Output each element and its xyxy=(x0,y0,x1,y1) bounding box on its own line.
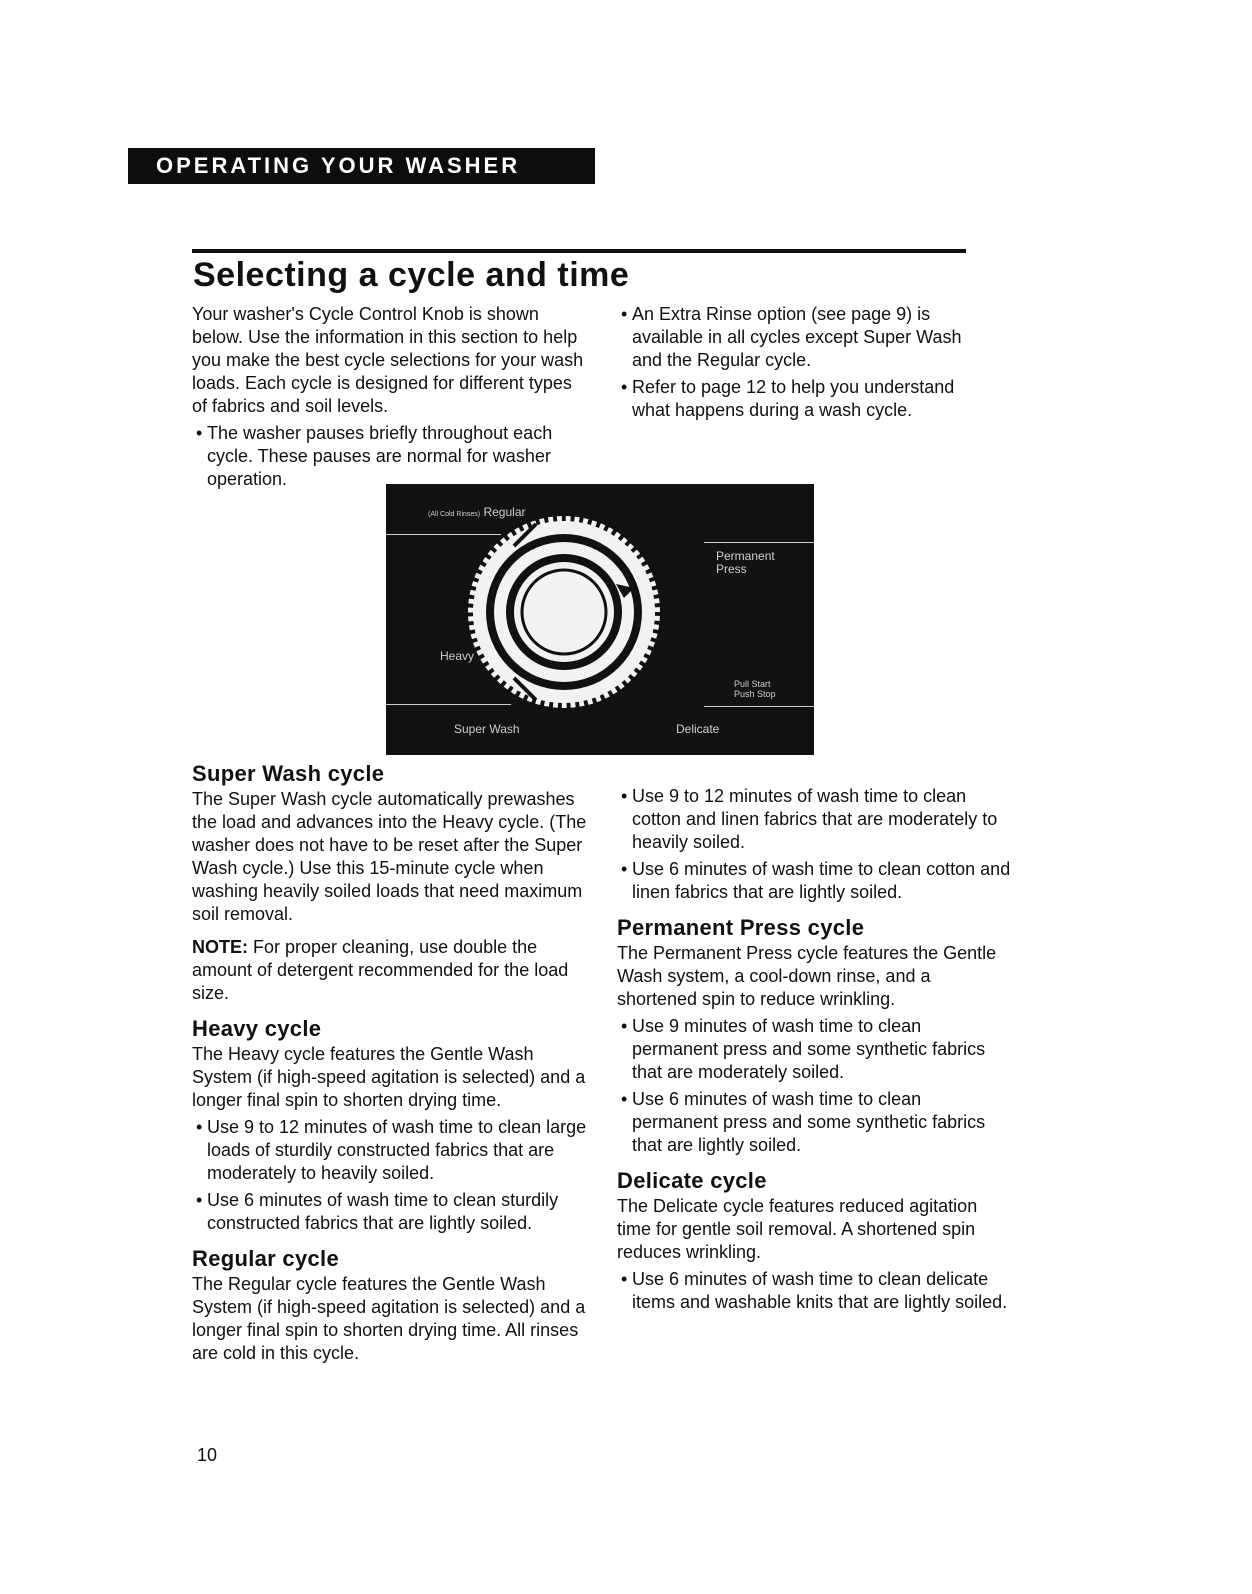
section-header-tab: OPERATING YOUR WASHER xyxy=(128,148,595,184)
intro-left-column xyxy=(192,303,584,491)
delicate-label: Delicate xyxy=(676,722,720,736)
permanent-press-paragraph: The Permanent Press cycle features the Gentle Wash system, a cool-down rinse, and a shortened spin to reduce wrinkling. xyxy=(617,943,997,1009)
permanent-press-bullet: • Use 6 minutes of wash time to clean permanent press and some synthetic fabrics that are lightly soiled. xyxy=(617,1088,1012,1157)
left-column xyxy=(192,760,592,1365)
page-title: Selecting a cycle and time xyxy=(193,256,630,294)
regular-paragraph: The Regular cycle features the Gentle Wash System (if high-speed agitation is selected) and a longer final spin to shorten drying time. All rinses are cold in this cycle. xyxy=(192,1274,586,1363)
intro-paragraph: Your washer's Cycle Control Knob is shown below. Use the information in this section to help you make the best cycle selections for your wash loads. Each cycle is designed for different types of fabrics and soil levels. xyxy=(192,304,584,416)
heavy-bullet: • Use 6 minutes of wash time to clean sturdily constructed fabrics that are lightly soiled. xyxy=(192,1189,592,1235)
regular-bullet: • Use 9 to 12 minutes of wash time to clean cotton and linen fabrics that are moderately to heavily soiled. xyxy=(617,785,1012,854)
title-rule xyxy=(192,249,966,253)
pull-start-label: Pull Start xyxy=(734,679,771,689)
page-number: 10 xyxy=(197,1445,218,1465)
permanent-press-label: Permanent Press xyxy=(716,549,775,576)
intro-bullet: • Refer to page 12 to help you understand what happens during a wash cycle. xyxy=(617,376,989,422)
super-wash-paragraph: The Super Wash cycle automatically prewashes the load and advances into the Heavy cycle. (The washer does not have to be reset after the Super Wash cycle.) Use this 15-minute cycle when washing heavily soiled loads that need maximum soil removal. xyxy=(192,789,587,924)
regular-bullet: • Use 6 minutes of wash time to clean cotton and linen fabrics that are lightly soiled. xyxy=(617,858,1012,904)
heavy-label: Heavy xyxy=(440,649,475,663)
super-wash-heading: Super Wash cycle xyxy=(192,761,385,786)
permanent-press-bullet: • Use 9 minutes of wash time to clean permanent press and some synthetic fabrics that are moderately soiled. xyxy=(617,1015,1012,1084)
intro-right-column xyxy=(617,303,989,422)
cycle-control-knob-panel xyxy=(386,484,814,755)
note-label: NOTE: xyxy=(192,937,248,957)
heavy-bullet: • Use 9 to 12 minutes of wash time to clean large loads of sturdily constructed fabrics that are moderately to heavily soiled. xyxy=(192,1116,592,1185)
super-wash-note xyxy=(192,936,592,1005)
right-column xyxy=(617,785,1012,1314)
heavy-paragraph: The Heavy cycle features the Gentle Wash System (if high-speed agitation is selected) and a longer final spin to shorten drying time. xyxy=(192,1044,586,1110)
delicate-heading: Delicate cycle xyxy=(617,1168,767,1193)
cycle-control-knob[interactable] xyxy=(386,484,814,755)
note-text: For proper cleaning, use double the amount of detergent recommended for the load size. xyxy=(192,937,569,1003)
permanent-press-heading: Permanent Press cycle xyxy=(617,915,865,940)
regular-note-label: (All Cold Rinses) xyxy=(428,511,481,518)
super-wash-label: Super Wash xyxy=(454,722,520,736)
delicate-bullet: • Use 6 minutes of wash time to clean delicate items and washable knits that are lightly soiled. xyxy=(617,1268,1012,1314)
regular-heading: Regular cycle xyxy=(192,1246,339,1271)
delicate-paragraph: The Delicate cycle features reduced agitation time for gentle soil removal. A shortened spin reduces wrinkling. xyxy=(617,1196,978,1262)
intro-bullet: • The washer pauses briefly throughout each cycle. These pauses are normal for washer operation. xyxy=(192,422,584,491)
intro-bullet: • An Extra Rinse option (see page 9) is available in all cycles except Super Wash and the Regular cycle. xyxy=(617,303,989,372)
push-stop-label: Push Stop xyxy=(734,689,776,699)
heavy-heading: Heavy cycle xyxy=(192,1016,322,1041)
regular-label: Regular xyxy=(483,505,526,519)
knob-body[interactable] xyxy=(514,562,614,662)
